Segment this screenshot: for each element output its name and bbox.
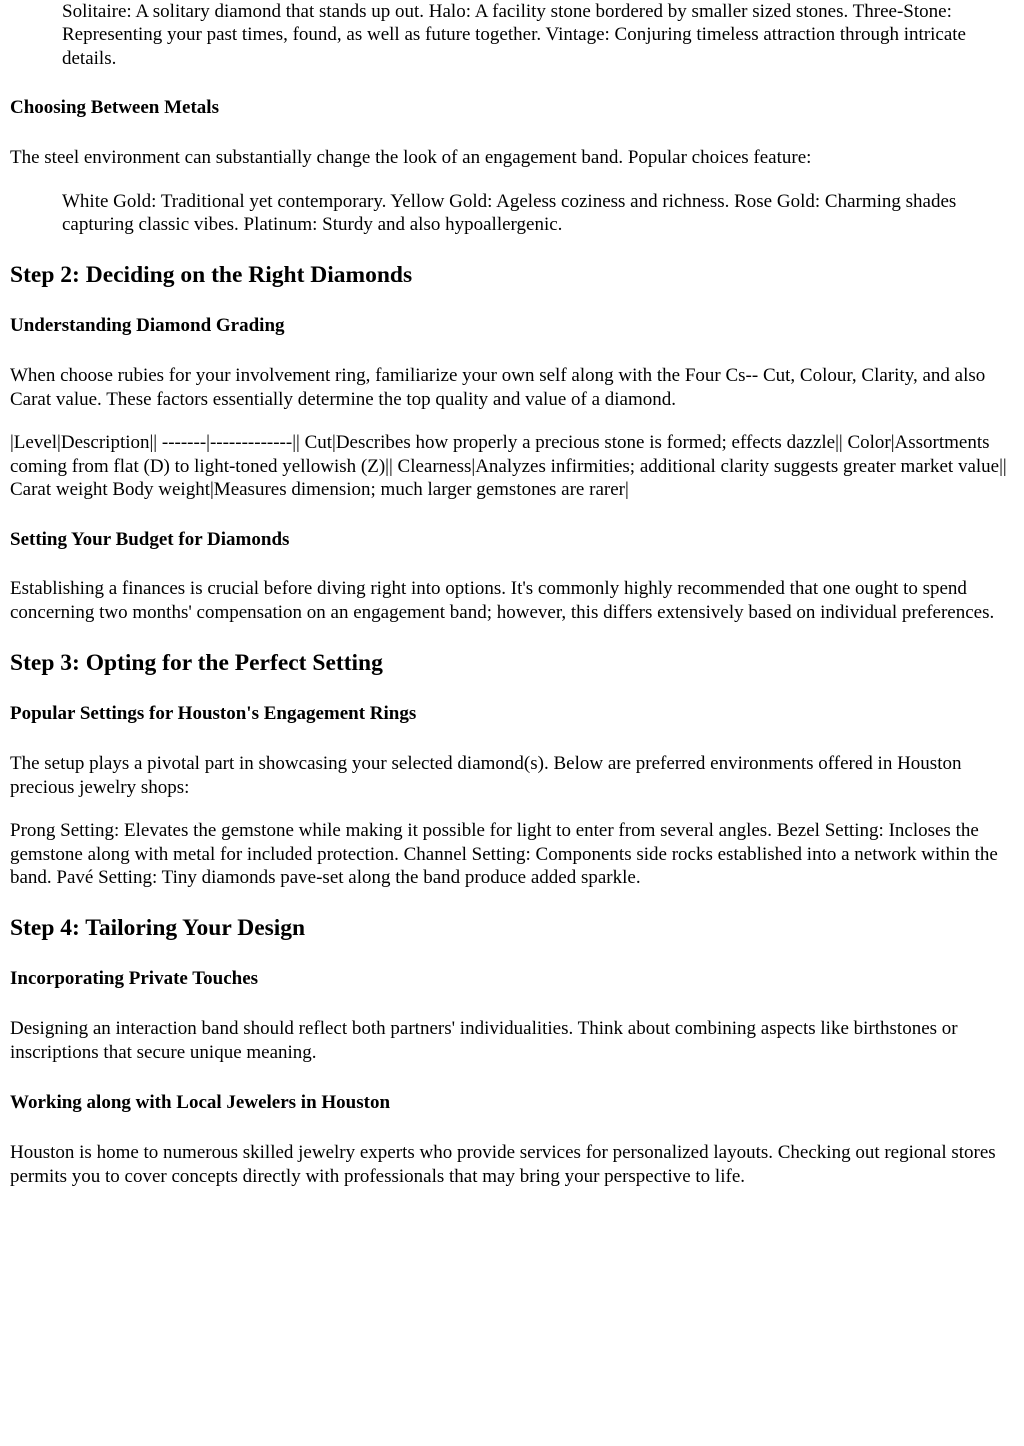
private-touches-text: Designing an interaction band should reflect both partners' individualities. Think about combining aspects like birthstones or inscriptions that secure unique meaning. xyxy=(10,1018,958,1063)
metals-intro: The steel environment can substantially change the look of an engagement band. Popular choices feature: xyxy=(10,147,812,169)
four-cs-table-text: |Level|Description|| -------|-------------|| Cut|Describes how properly a precious stone is formed; effects dazzle|| Color|Assortments coming from flat (D) to light-toned yellowish (Z)|| Clearness|Analyzes infirmities; additional clarity suggests greater market value|| Carat weight Body weight|Measures dimension; much larger gemstones are rarer| xyxy=(10,432,1007,501)
local-jewelers-heading: Working along with Local Jewelers in Houston xyxy=(10,1092,391,1114)
diamond-grading-heading: Understanding Diamond Grading xyxy=(10,315,285,337)
diamond-budget-text: Establishing a finances is crucial before diving right into options. It's commonly highly recommended that one ought to spend concerning two months' compensation on an engagement band; however, this differs extensively based on individual preferences. xyxy=(10,578,995,623)
metals-quote: White Gold: Traditional yet contemporary. Yellow Gold: Ageless coziness and richness. Rose Gold: Charming shades capturing classic vibes. Platinum: Sturdy and also hypoallergenic. xyxy=(62,190,957,236)
diamond-grading-text: When choose rubies for your involvement ring, familiarize your own self along with the Four Cs-- Cut, Colour, Clarity, and also Carat value. These factors essentially determine the top quality and value of a diamond. xyxy=(10,365,986,410)
metals-heading: Choosing Between Metals xyxy=(10,97,219,119)
step3-heading: Step 3: Opting for the Perfect Setting xyxy=(10,650,383,677)
private-touches-heading: Incorporating Private Touches xyxy=(10,968,259,990)
diamond-budget-heading: Setting Your Budget for Diamonds xyxy=(10,529,290,551)
popular-settings-list: Prong Setting: Elevates the gemstone while making it possible for light to enter from several angles. Bezel Setting: Incloses the gemstone along with metal for included protection. Channel Setting: Components side rocks established into a network within the band. Pavé Setting: Tiny diamonds pave-set along the band produce added sparkle. xyxy=(10,820,998,888)
popular-settings-intro: The setup plays a pivotal part in showcasing your selected diamond(s). Below are preferred environments offered in Houston precious jewelry shops: xyxy=(10,753,962,798)
local-jewelers-text: Houston is home to numerous skilled jewelry experts who provide services for personalized layouts. Checking out regional stores permits you to cover concepts directly with professionals that may bring your perspective to life. xyxy=(10,1142,996,1187)
step2-heading: Step 2: Deciding on the Right Diamonds xyxy=(10,262,413,289)
ring-styles-quote: Solitaire: A solitary diamond that stands up out. Halo: A facility stone bordered by smaller sized stones. Three-Stone: Representing your past times, found, as well as future together. Vintage: Conjuring timeless attraction through intricate details. xyxy=(62,1,966,69)
popular-settings-heading: Popular Settings for Houston's Engagement Rings xyxy=(10,703,417,725)
article-body xyxy=(10,0,1013,1188)
step4-heading: Step 4: Tailoring Your Design xyxy=(10,915,306,942)
